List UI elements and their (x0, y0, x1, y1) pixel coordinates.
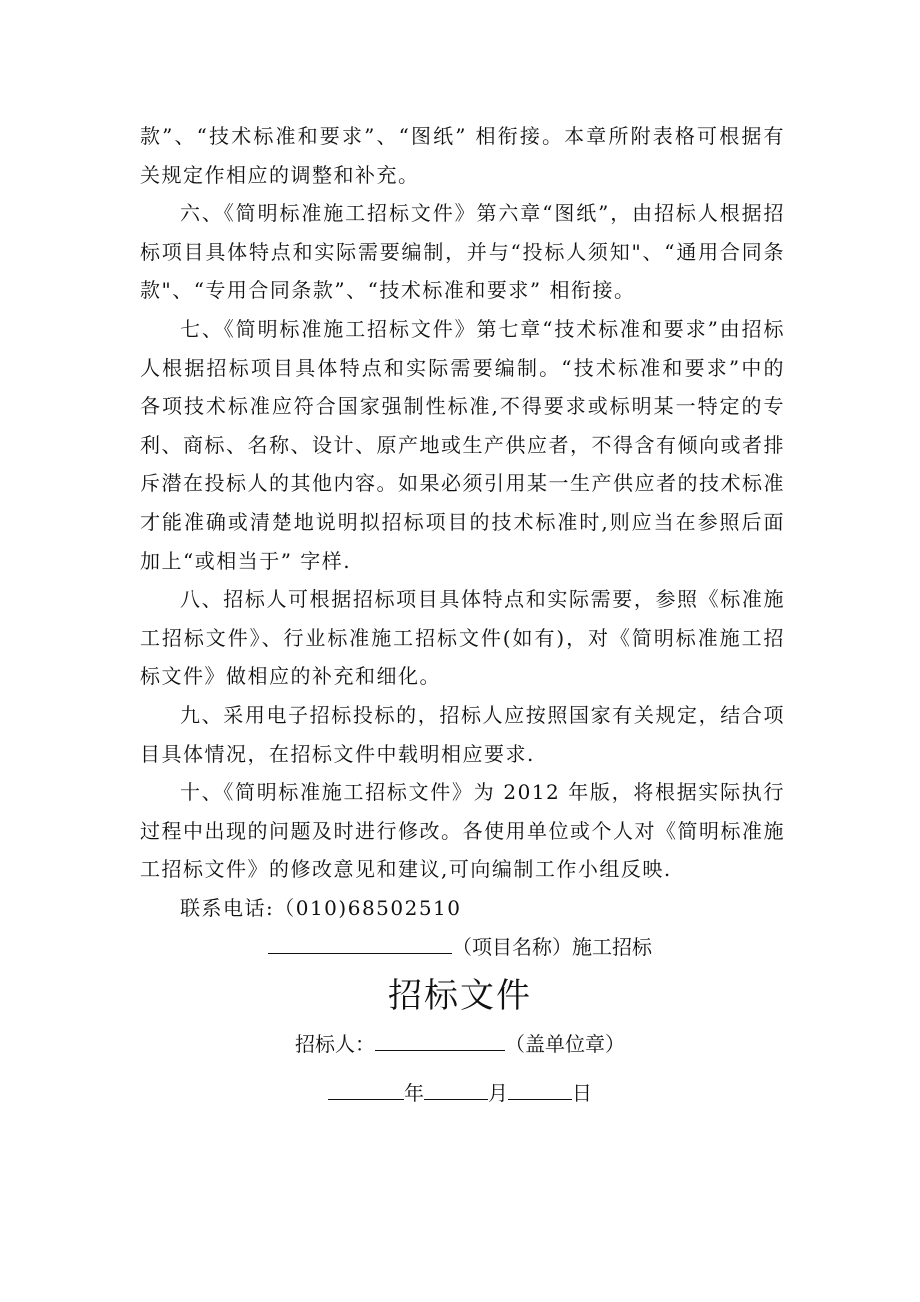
cover-date-line (0, 1075, 920, 1111)
project-suffix: （项目名称）施工招标 (452, 935, 652, 959)
month-blank (424, 1077, 488, 1100)
tenderer-suffix: （盖单位章） (505, 1032, 625, 1056)
cover-title: 招标文件 (388, 976, 532, 1016)
contact-phone: 联系电话:（010)68502510 (180, 895, 462, 920)
paragraph-ten: 十、《简明标准施工招标文件》为 2012 年版，将根据实际执行过程中出现的问题及时进行修改。各使用单位或个人对《简明标准施工招标文件》的修改意见和建议,可向编制工作小组反映. (140, 780, 785, 882)
day-blank (508, 1077, 572, 1100)
paragraph-continuation: 款”、“技术标准和要求”、“图纸” 相衔接。本章所附表格可根据有关规定作相应的调整和补充。 (140, 124, 785, 187)
document-body (140, 117, 785, 927)
day-label: 日 (572, 1081, 592, 1105)
paragraph-nine: 九、采用电子招标投标的，招标人应按照国家有关规定，结合项目具体情况，在招标文件中载明相应要求. (140, 702, 785, 766)
tenderer-label: 招标人： (295, 1032, 375, 1056)
cover-tenderer-line (0, 1026, 920, 1062)
paragraph-six: 六、《简明标准施工招标文件》第六章“图纸”，由招标人根据招标项目具体特点和实际需要编制，并与“投标人须知"、“通用合同条款"、“专用合同条款”、“技术标准和要求” 相衔接。 (140, 201, 785, 303)
paragraph-eight: 八、招标人可根据招标项目具体特点和实际需要，参照《标准施工招标文件》、行业标准施工招标文件(如有)，对《简明标准施工招标文件》做相应的补充和细化。 (140, 587, 785, 689)
tenderer-blank (375, 1028, 505, 1051)
year-blank (328, 1077, 404, 1100)
project-name-blank (268, 931, 452, 954)
year-label: 年 (404, 1081, 424, 1105)
cover-project-line (0, 929, 920, 965)
month-label: 月 (488, 1081, 508, 1105)
paragraph-seven: 七、《简明标准施工招标文件》第七章“技术标准和要求”由招标人根据招标项目具体特点和实际需要编制。“技术标准和要求”中的各项技术标准应符合国家强制性标准,不得要求或标明某一特定的专利、商标、名称、设计、原产地或生产供应者，不得含有倾向或者排斥潜在投标人的其他内容。如果必须引用某一生产供应者的技术标准才能准确或清楚地说明拟招标项目的技术标准时,则应当在参照后面加上“或相当于” 字样. (140, 316, 785, 573)
